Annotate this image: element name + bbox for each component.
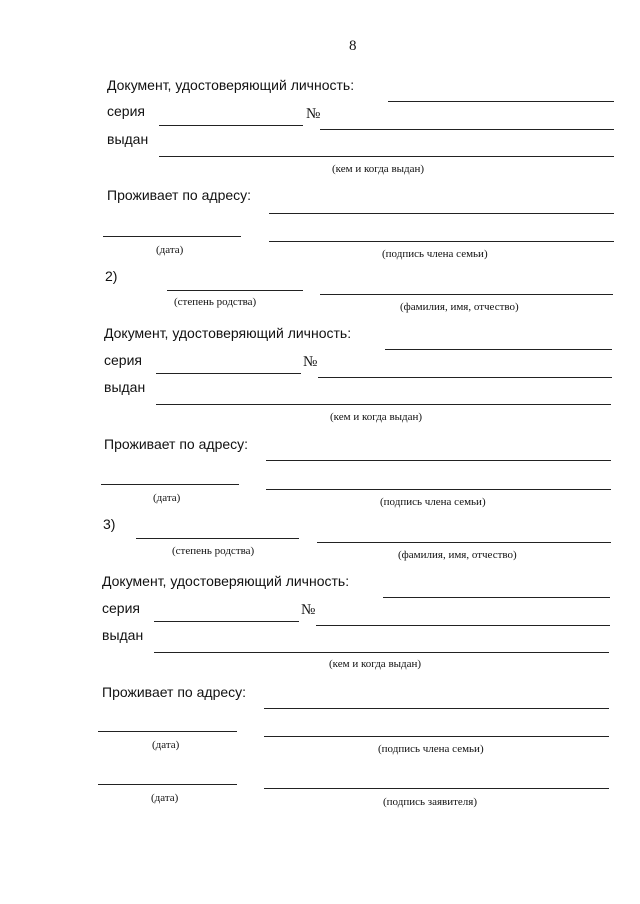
member-signature-caption: (подпись члена семьи) [382, 248, 488, 260]
date-caption: (дата) [153, 492, 181, 504]
member-index: 2) [105, 268, 118, 284]
number-sign: № [303, 354, 318, 370]
address-line[interactable] [264, 708, 609, 709]
date-caption: (дата) [152, 739, 180, 751]
issued-label: выдан [102, 627, 144, 643]
series-label: серия [107, 103, 145, 119]
identity-document-label: Документ, удостоверяющий личность: [104, 325, 352, 341]
series-label: серия [104, 352, 142, 368]
applicant-signature-line[interactable] [264, 788, 609, 789]
identity-document-label: Документ, удостоверяющий личность: [102, 573, 350, 589]
member-signature-caption: (подпись члена семьи) [378, 743, 484, 755]
series-line[interactable] [159, 125, 303, 126]
relation-line[interactable] [167, 290, 303, 291]
fio-line[interactable] [320, 294, 613, 295]
relation-caption: (степень родства) [174, 296, 257, 308]
number-line[interactable] [320, 129, 614, 130]
address-label: Проживает по адресу: [102, 684, 247, 700]
number-line[interactable] [316, 625, 610, 626]
address-label: Проживает по адресу: [104, 436, 249, 452]
applicant-signature-caption: (подпись заявителя) [383, 796, 478, 808]
fio-caption: (фамилия, имя, отчество) [398, 549, 517, 561]
fio-caption: (фамилия, имя, отчество) [400, 301, 519, 313]
member-signature-caption: (подпись члена семьи) [380, 496, 486, 508]
issued-line[interactable] [154, 652, 609, 653]
series-label: серия [102, 600, 140, 616]
identity-document-line[interactable] [383, 597, 610, 598]
number-sign: № [301, 602, 316, 618]
signature-line[interactable] [264, 736, 609, 737]
signature-line[interactable] [269, 241, 614, 242]
series-line[interactable] [154, 621, 299, 622]
applicant-date-caption: (дата) [151, 792, 179, 804]
member-index: 3) [103, 516, 116, 532]
date-line[interactable] [103, 236, 241, 237]
page-number: 8 [349, 38, 357, 54]
signature-line[interactable] [266, 489, 611, 490]
identity-document-line[interactable] [385, 349, 612, 350]
address-line[interactable] [269, 213, 614, 214]
date-caption: (дата) [156, 244, 184, 256]
issued-line[interactable] [159, 156, 614, 157]
relation-caption: (степень родства) [172, 545, 255, 557]
issued-caption: (кем и когда выдан) [329, 658, 422, 670]
date-line[interactable] [101, 484, 239, 485]
issued-caption: (кем и когда выдан) [332, 163, 425, 175]
address-label: Проживает по адресу: [107, 187, 252, 203]
identity-document-label: Документ, удостоверяющий личность: [107, 77, 355, 93]
number-line[interactable] [318, 377, 612, 378]
address-line[interactable] [266, 460, 611, 461]
issued-caption: (кем и когда выдан) [330, 411, 423, 423]
applicant-date-line[interactable] [98, 784, 237, 785]
number-sign: № [306, 106, 321, 122]
series-line[interactable] [156, 373, 301, 374]
date-line[interactable] [98, 731, 237, 732]
issued-label: выдан [104, 379, 146, 395]
issued-label: выдан [107, 131, 149, 147]
fio-line[interactable] [317, 542, 611, 543]
identity-document-line[interactable] [388, 101, 614, 102]
relation-line[interactable] [136, 538, 299, 539]
issued-line[interactable] [156, 404, 611, 405]
